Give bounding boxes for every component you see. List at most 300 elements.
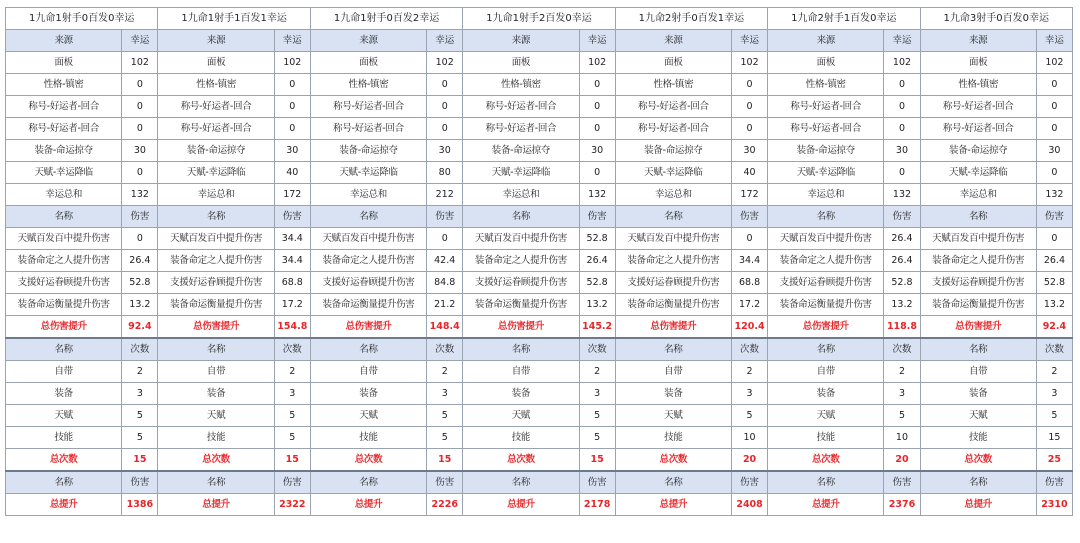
luck-header-row-label: 来源: [158, 30, 274, 52]
count-row-value: 3: [1036, 383, 1072, 405]
comparison-table: [5, 7, 1073, 516]
luck-source-row-value: 30: [427, 140, 463, 162]
summary-total-row-value: 1386: [122, 494, 158, 516]
damage-header-row-value: 伤害: [122, 206, 158, 228]
luck-source-row-value: 0: [732, 118, 768, 140]
damage-header-row: [6, 206, 1073, 228]
summary-total-row-label: 总提升: [463, 494, 579, 516]
count-total-row-value: 15: [579, 449, 615, 472]
damage-row-label: 装备命定之人提升伤害: [920, 250, 1036, 272]
damage-total-row-value: 92.4: [1036, 316, 1072, 339]
count-row-value: 2: [579, 361, 615, 383]
damage-row-label: 装备命定之人提升伤害: [310, 250, 426, 272]
count-total-row-label: 总次数: [310, 449, 426, 472]
summary-header-row-value: 伤害: [1036, 471, 1072, 494]
luck-source-row-value: 30: [579, 140, 615, 162]
luck-source-row-label: 称号-好运者-回合: [768, 118, 884, 140]
luck-source-row: [6, 96, 1073, 118]
count-header-row-value: 次数: [427, 338, 463, 361]
damage-row-value: 26.4: [1036, 250, 1072, 272]
luck-header-row-label: 来源: [6, 30, 122, 52]
count-row-label: 自带: [615, 361, 731, 383]
luck-source-row-value: 0: [732, 96, 768, 118]
luck-source-row-label: 面板: [768, 52, 884, 74]
luck-source-row-value: 0: [122, 118, 158, 140]
count-row-value: 5: [274, 427, 310, 449]
damage-row-label: 装备命运衡量提升伤害: [920, 294, 1036, 316]
luck-source-row-label: 装备-命运掠夺: [615, 140, 731, 162]
damage-row-label: 装备命运衡量提升伤害: [310, 294, 426, 316]
column-title: 1九命2射手0百发1幸运: [615, 8, 767, 30]
damage-row-value: 34.4: [274, 250, 310, 272]
count-total-row-value: 15: [427, 449, 463, 472]
count-row-label: 自带: [158, 361, 274, 383]
luck-source-row: [6, 74, 1073, 96]
luck-total-row: [6, 184, 1073, 206]
luck-source-row-label: 性格-镇密: [463, 74, 579, 96]
damage-row-label: 装备命定之人提升伤害: [463, 250, 579, 272]
count-row-label: 天赋: [920, 405, 1036, 427]
damage-total-row-value: 148.4: [427, 316, 463, 339]
damage-row-label: 天赋百发百中提升伤害: [768, 228, 884, 250]
summary-total-row-label: 总提升: [920, 494, 1036, 516]
luck-source-row: [6, 118, 1073, 140]
damage-row-label: 支援好运眷顾提升伤害: [615, 272, 731, 294]
luck-source-row-label: 称号-好运者-回合: [158, 96, 274, 118]
summary-header-row-value: 伤害: [427, 471, 463, 494]
summary-header-row-value: 伤害: [579, 471, 615, 494]
count-total-row-label: 总次数: [920, 449, 1036, 472]
luck-source-row-label: 称号-好运者-回合: [310, 96, 426, 118]
count-row-label: 天赋: [158, 405, 274, 427]
count-header-row-value: 次数: [274, 338, 310, 361]
count-row: [6, 405, 1073, 427]
count-row-label: 装备: [768, 383, 884, 405]
luck-total-row-label: 幸运总和: [768, 184, 884, 206]
luck-header-row-value: 幸运: [1036, 30, 1072, 52]
luck-total-row-label: 幸运总和: [920, 184, 1036, 206]
summary-total-row: [6, 494, 1073, 516]
luck-header-row-value: 幸运: [579, 30, 615, 52]
count-header-row-value: 次数: [122, 338, 158, 361]
count-row-value: 15: [1036, 427, 1072, 449]
summary-header-row-label: 名称: [310, 471, 426, 494]
luck-source-row-value: 0: [122, 74, 158, 96]
luck-total-row-label: 幸运总和: [310, 184, 426, 206]
count-row-value: 5: [274, 405, 310, 427]
summary-total-row-value: 2226: [427, 494, 463, 516]
count-row-label: 自带: [920, 361, 1036, 383]
damage-total-row-value: 118.8: [884, 316, 920, 339]
luck-header-row-value: 幸运: [427, 30, 463, 52]
summary-header-row-label: 名称: [158, 471, 274, 494]
luck-source-row-label: 性格-镇密: [6, 74, 122, 96]
count-row-label: 装备: [615, 383, 731, 405]
count-header-row-value: 次数: [884, 338, 920, 361]
luck-header-row-label: 来源: [310, 30, 426, 52]
luck-source-row-value: 30: [274, 140, 310, 162]
luck-source-row-value: 0: [1036, 74, 1072, 96]
count-row-value: 10: [732, 427, 768, 449]
summary-header-row-value: 伤害: [274, 471, 310, 494]
damage-header-row-label: 名称: [6, 206, 122, 228]
damage-total-row-value: 154.8: [274, 316, 310, 339]
summary-total-row-value: 2408: [732, 494, 768, 516]
luck-source-row-value: 30: [1036, 140, 1072, 162]
damage-row-value: 13.2: [579, 294, 615, 316]
damage-row-label: 装备命定之人提升伤害: [158, 250, 274, 272]
luck-source-row-label: 面板: [615, 52, 731, 74]
count-row-label: 装备: [6, 383, 122, 405]
damage-row-value: 26.4: [884, 228, 920, 250]
damage-row-value: 13.2: [1036, 294, 1072, 316]
damage-row-value: 26.4: [122, 250, 158, 272]
luck-source-row-value: 0: [1036, 96, 1072, 118]
luck-total-row-value: 172: [274, 184, 310, 206]
damage-row-value: 42.4: [427, 250, 463, 272]
count-row: [6, 427, 1073, 449]
count-row-label: 自带: [310, 361, 426, 383]
count-row-value: 5: [1036, 405, 1072, 427]
damage-row-value: 52.8: [579, 228, 615, 250]
count-row-label: 技能: [615, 427, 731, 449]
luck-source-row-value: 102: [427, 52, 463, 74]
count-row-value: 3: [732, 383, 768, 405]
luck-total-row-value: 132: [122, 184, 158, 206]
luck-source-row-value: 0: [732, 74, 768, 96]
damage-row-label: 支援好运眷顾提升伤害: [6, 272, 122, 294]
count-row-value: 2: [427, 361, 463, 383]
luck-total-row-label: 幸运总和: [158, 184, 274, 206]
luck-source-row-value: 0: [1036, 162, 1072, 184]
damage-row-label: 支援好运眷顾提升伤害: [920, 272, 1036, 294]
count-row-label: 技能: [158, 427, 274, 449]
damage-row-label: 支援好运眷顾提升伤害: [768, 272, 884, 294]
damage-row-label: 支援好运眷顾提升伤害: [158, 272, 274, 294]
luck-source-row-value: 40: [274, 162, 310, 184]
damage-total-row-label: 总伤害提升: [768, 316, 884, 339]
damage-total-row-value: 145.2: [579, 316, 615, 339]
luck-source-row-value: 102: [274, 52, 310, 74]
luck-source-row-value: 0: [579, 74, 615, 96]
count-total-row-label: 总次数: [615, 449, 731, 472]
damage-row-label: 装备命定之人提升伤害: [768, 250, 884, 272]
luck-source-row-value: 0: [1036, 118, 1072, 140]
luck-source-row-label: 装备-命运掠夺: [920, 140, 1036, 162]
count-total-row-label: 总次数: [768, 449, 884, 472]
damage-row-label: 装备命定之人提升伤害: [615, 250, 731, 272]
count-row-value: 3: [274, 383, 310, 405]
count-header-row-label: 名称: [768, 338, 884, 361]
luck-total-row-label: 幸运总和: [615, 184, 731, 206]
damage-row-value: 52.8: [122, 272, 158, 294]
luck-total-row-value: 212: [427, 184, 463, 206]
luck-source-row-label: 装备-命运掠夺: [6, 140, 122, 162]
damage-row-label: 天赋百发百中提升伤害: [158, 228, 274, 250]
damage-total-row-value: 92.4: [122, 316, 158, 339]
count-header-row-label: 名称: [615, 338, 731, 361]
luck-total-row-value: 172: [732, 184, 768, 206]
count-header-row-value: 次数: [732, 338, 768, 361]
damage-row-value: 84.8: [427, 272, 463, 294]
luck-source-row-value: 0: [884, 96, 920, 118]
luck-source-row-label: 面板: [158, 52, 274, 74]
damage-row-label: 装备命运衡量提升伤害: [6, 294, 122, 316]
count-row: [6, 361, 1073, 383]
damage-total-row-label: 总伤害提升: [158, 316, 274, 339]
count-header-row-value: 次数: [579, 338, 615, 361]
column-title: 1九命3射手0百发0幸运: [920, 8, 1072, 30]
damage-header-row-value: 伤害: [427, 206, 463, 228]
summary-total-row-label: 总提升: [6, 494, 122, 516]
luck-source-row-label: 称号-好运者-回合: [768, 96, 884, 118]
count-row-value: 5: [732, 405, 768, 427]
count-header-row-label: 名称: [158, 338, 274, 361]
luck-source-row-value: 102: [884, 52, 920, 74]
damage-header-row-label: 名称: [158, 206, 274, 228]
count-row-value: 10: [884, 427, 920, 449]
damage-row-label: 天赋百发百中提升伤害: [463, 228, 579, 250]
summary-header-row-value: 伤害: [884, 471, 920, 494]
luck-source-row-label: 称号-好运者-回合: [615, 96, 731, 118]
column-title: 1九命1射手0百发0幸运: [6, 8, 158, 30]
luck-header-row-value: 幸运: [884, 30, 920, 52]
count-row-label: 装备: [310, 383, 426, 405]
count-row-label: 技能: [768, 427, 884, 449]
damage-row-value: 52.8: [1036, 272, 1072, 294]
summary-header-row-label: 名称: [768, 471, 884, 494]
summary-header-row-value: 伤害: [122, 471, 158, 494]
damage-row-value: 0: [427, 228, 463, 250]
damage-header-row-label: 名称: [768, 206, 884, 228]
luck-header-row-value: 幸运: [122, 30, 158, 52]
luck-total-row-value: 132: [1036, 184, 1072, 206]
count-row-value: 2: [1036, 361, 1072, 383]
count-row-label: 天赋: [768, 405, 884, 427]
luck-total-row-value: 132: [579, 184, 615, 206]
luck-total-row-label: 幸运总和: [463, 184, 579, 206]
count-row-value: 3: [427, 383, 463, 405]
damage-row-label: 装备命运衡量提升伤害: [463, 294, 579, 316]
count-row-label: 天赋: [615, 405, 731, 427]
damage-row-value: 0: [732, 228, 768, 250]
count-row-label: 自带: [6, 361, 122, 383]
luck-source-row-label: 性格-镇密: [158, 74, 274, 96]
count-header-row-label: 名称: [920, 338, 1036, 361]
damage-header-row-value: 伤害: [732, 206, 768, 228]
luck-source-row-value: 30: [122, 140, 158, 162]
luck-source-row-value: 0: [122, 162, 158, 184]
damage-row-value: 0: [1036, 228, 1072, 250]
damage-row: [6, 272, 1073, 294]
count-row: [6, 383, 1073, 405]
count-header-row-label: 名称: [310, 338, 426, 361]
luck-source-row-label: 面板: [463, 52, 579, 74]
count-header-row-label: 名称: [463, 338, 579, 361]
luck-source-row-label: 天赋-幸运降临: [6, 162, 122, 184]
summary-total-row-value: 2376: [884, 494, 920, 516]
count-row-label: 天赋: [310, 405, 426, 427]
luck-source-row-value: 30: [732, 140, 768, 162]
count-total-row-value: 15: [274, 449, 310, 472]
luck-source-row-label: 天赋-幸运降临: [158, 162, 274, 184]
luck-source-row-value: 0: [427, 96, 463, 118]
luck-header-row-value: 幸运: [732, 30, 768, 52]
luck-header-row-label: 来源: [920, 30, 1036, 52]
title-row: [6, 8, 1073, 30]
luck-source-row-label: 装备-命运掠夺: [310, 140, 426, 162]
luck-source-row-label: 称号-好运者-回合: [920, 96, 1036, 118]
luck-source-row-label: 称号-好运者-回合: [6, 118, 122, 140]
luck-source-row-value: 0: [122, 96, 158, 118]
damage-total-row-label: 总伤害提升: [310, 316, 426, 339]
luck-source-row-value: 0: [274, 74, 310, 96]
count-total-row-value: 20: [884, 449, 920, 472]
luck-source-row-value: 0: [579, 96, 615, 118]
count-row-label: 天赋: [6, 405, 122, 427]
count-total-row-label: 总次数: [6, 449, 122, 472]
damage-row-label: 天赋百发百中提升伤害: [310, 228, 426, 250]
luck-total-row-value: 132: [884, 184, 920, 206]
luck-source-row-label: 装备-命运掠夺: [463, 140, 579, 162]
count-header-row-value: 次数: [1036, 338, 1072, 361]
luck-source-row-value: 0: [884, 118, 920, 140]
damage-row-label: 支援好运眷顾提升伤害: [463, 272, 579, 294]
luck-source-row-value: 30: [884, 140, 920, 162]
count-row-value: 5: [427, 427, 463, 449]
luck-source-row-label: 称号-好运者-回合: [310, 118, 426, 140]
damage-header-row-label: 名称: [310, 206, 426, 228]
count-row-value: 2: [274, 361, 310, 383]
summary-total-row-label: 总提升: [615, 494, 731, 516]
damage-total-row-value: 120.4: [732, 316, 768, 339]
summary-header-row-value: 伤害: [732, 471, 768, 494]
count-row-label: 装备: [158, 383, 274, 405]
count-total-row-value: 15: [122, 449, 158, 472]
count-row-value: 3: [122, 383, 158, 405]
luck-source-row-value: 0: [274, 96, 310, 118]
luck-header-row-label: 来源: [463, 30, 579, 52]
count-total-row-label: 总次数: [158, 449, 274, 472]
count-row-value: 2: [884, 361, 920, 383]
luck-source-row-value: 102: [579, 52, 615, 74]
damage-header-row-label: 名称: [463, 206, 579, 228]
summary-header-row-label: 名称: [6, 471, 122, 494]
summary-header-row: [6, 471, 1073, 494]
column-title: 1九命2射手1百发0幸运: [768, 8, 920, 30]
luck-source-row-value: 0: [274, 118, 310, 140]
luck-source-row-label: 性格-镇密: [768, 74, 884, 96]
luck-header-row-label: 来源: [615, 30, 731, 52]
damage-total-row-label: 总伤害提升: [615, 316, 731, 339]
damage-header-row-label: 名称: [615, 206, 731, 228]
damage-row-label: 天赋百发百中提升伤害: [6, 228, 122, 250]
luck-header-row-value: 幸运: [274, 30, 310, 52]
luck-source-row-label: 称号-好运者-回合: [615, 118, 731, 140]
summary-total-row-label: 总提升: [768, 494, 884, 516]
damage-row-value: 21.2: [427, 294, 463, 316]
column-title: 1九命1射手0百发2幸运: [310, 8, 462, 30]
summary-total-row-label: 总提升: [310, 494, 426, 516]
luck-source-row-label: 称号-好运者-回合: [463, 96, 579, 118]
count-total-row: [6, 449, 1073, 472]
count-row-label: 技能: [920, 427, 1036, 449]
count-row-label: 自带: [463, 361, 579, 383]
luck-header-row-label: 来源: [768, 30, 884, 52]
damage-header-row-value: 伤害: [884, 206, 920, 228]
luck-source-row-label: 天赋-幸运降临: [310, 162, 426, 184]
count-row-label: 技能: [463, 427, 579, 449]
luck-source-row-value: 0: [427, 74, 463, 96]
luck-source-row-label: 性格-镇密: [615, 74, 731, 96]
damage-row: [6, 228, 1073, 250]
luck-source-row-value: 102: [1036, 52, 1072, 74]
count-header-row: [6, 338, 1073, 361]
luck-source-row-label: 称号-好运者-回合: [6, 96, 122, 118]
summary-total-row-value: 2178: [579, 494, 615, 516]
count-total-row-value: 25: [1036, 449, 1072, 472]
count-row-label: 装备: [920, 383, 1036, 405]
damage-total-row-label: 总伤害提升: [920, 316, 1036, 339]
luck-source-row-label: 天赋-幸运降临: [463, 162, 579, 184]
count-header-row-label: 名称: [6, 338, 122, 361]
damage-row-label: 装备命运衡量提升伤害: [158, 294, 274, 316]
luck-source-row-label: 面板: [310, 52, 426, 74]
luck-source-row-label: 面板: [6, 52, 122, 74]
luck-source-row-value: 80: [427, 162, 463, 184]
luck-source-row: [6, 162, 1073, 184]
damage-row-value: 17.2: [274, 294, 310, 316]
count-row-value: 2: [122, 361, 158, 383]
damage-row-value: 26.4: [579, 250, 615, 272]
luck-source-row-label: 面板: [920, 52, 1036, 74]
summary-header-row-label: 名称: [463, 471, 579, 494]
summary-header-row-label: 名称: [920, 471, 1036, 494]
count-row-value: 5: [579, 405, 615, 427]
luck-source-row: [6, 140, 1073, 162]
damage-row-label: 天赋百发百中提升伤害: [920, 228, 1036, 250]
count-row-label: 技能: [6, 427, 122, 449]
luck-source-row-value: 40: [732, 162, 768, 184]
damage-row-value: 34.4: [274, 228, 310, 250]
damage-total-row: [6, 316, 1073, 339]
damage-total-row-label: 总伤害提升: [6, 316, 122, 339]
damage-row-label: 装备命定之人提升伤害: [6, 250, 122, 272]
count-row-value: 3: [884, 383, 920, 405]
damage-row-label: 支援好运眷顾提升伤害: [310, 272, 426, 294]
luck-source-row-value: 0: [427, 118, 463, 140]
summary-total-row-label: 总提升: [158, 494, 274, 516]
luck-source-row-label: 性格-镇密: [310, 74, 426, 96]
count-row-label: 自带: [768, 361, 884, 383]
luck-source-row: [6, 52, 1073, 74]
count-row-value: 5: [579, 427, 615, 449]
luck-source-row-label: 称号-好运者-回合: [463, 118, 579, 140]
summary-total-row-value: 2310: [1036, 494, 1072, 516]
count-total-row-value: 20: [732, 449, 768, 472]
count-row-value: 5: [884, 405, 920, 427]
luck-total-row-label: 幸运总和: [6, 184, 122, 206]
count-row-value: 5: [122, 427, 158, 449]
column-title: 1九命1射手2百发0幸运: [463, 8, 615, 30]
count-row-value: 5: [427, 405, 463, 427]
damage-row-label: 天赋百发百中提升伤害: [615, 228, 731, 250]
damage-row: [6, 250, 1073, 272]
luck-source-row-value: 102: [122, 52, 158, 74]
damage-row-value: 52.8: [579, 272, 615, 294]
count-row-label: 装备: [463, 383, 579, 405]
summary-header-row-label: 名称: [615, 471, 731, 494]
